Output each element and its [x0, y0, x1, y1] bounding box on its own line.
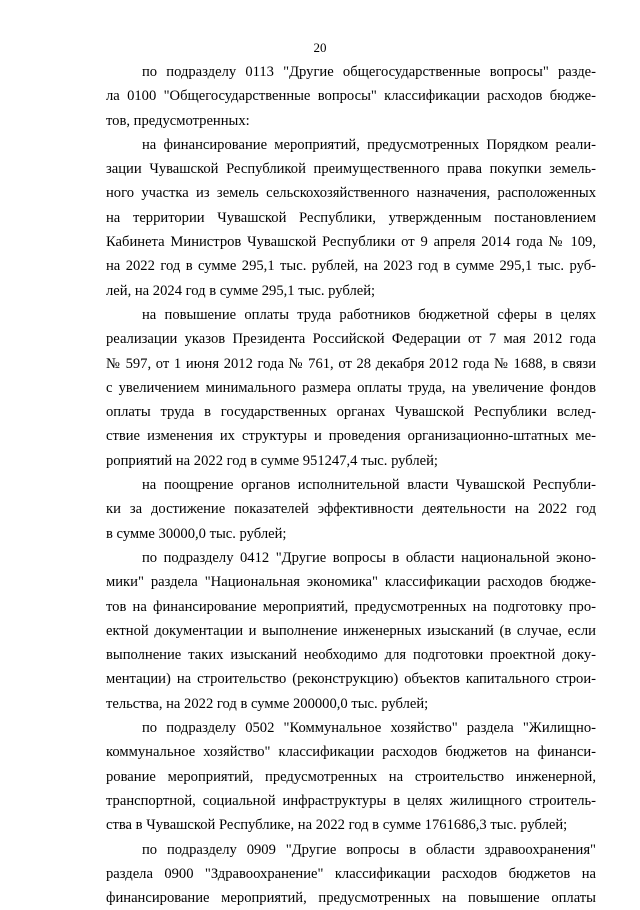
text-line: раздела 0900 "Здравоохранение" классификации расходов бюджетов на — [106, 862, 596, 886]
text-line: на 2022 год в сумме 295,1 тыс. рублей, на 2023 год в сумме 295,1 тыс. руб- — [106, 254, 596, 278]
page-number: 20 — [0, 40, 640, 56]
text-line: в сумме 30000,0 тыс. рублей; — [106, 522, 596, 546]
text-line: зации Чувашской Республикой преимущественного права покупки земель- — [106, 157, 596, 181]
paragraph — [106, 838, 596, 910]
paragraph — [106, 716, 596, 837]
text-line: по подразделу 0502 "Коммунальное хозяйство" раздела "Жилищно- — [106, 716, 596, 740]
text-line: реализации указов Президента Российской Федерации от 7 мая 2012 года — [106, 327, 596, 351]
paragraph — [106, 473, 596, 546]
text-line: ла 0100 "Общегосударственные вопросы" классификации расходов бюдже- — [106, 84, 596, 108]
text-line: транспортной, социальной инфраструктуры в целях жилищного строитель- — [106, 789, 596, 813]
paragraph — [106, 303, 596, 473]
text-line: коммунальное хозяйство" классификации расходов бюджетов на финанси- — [106, 740, 596, 764]
text-line: тельства, на 2022 год в сумме 200000,0 тыс. рублей; — [106, 692, 596, 716]
text-line: по подразделу 0412 "Другие вопросы в области национальной эконо- — [106, 546, 596, 570]
text-line: тов, предусмотренных: — [106, 109, 596, 133]
document-body — [106, 60, 596, 910]
text-line: ментации) на строительство (реконструкцию) объектов капитального строи- — [106, 667, 596, 691]
text-line: № 597, от 1 июня 2012 года № 761, от 28 декабря 2012 года № 1688, в связи — [106, 352, 596, 376]
paragraph — [106, 546, 596, 716]
text-line: по подразделу 0909 "Другие вопросы в области здравоохранения" — [106, 838, 596, 862]
text-line: на повышение оплаты труда работников бюджетной сферы в целях — [106, 303, 596, 327]
text-line: рование мероприятий, предусмотренных на строительство инженерной, — [106, 765, 596, 789]
paragraph — [106, 133, 596, 303]
text-line: Кабинета Министров Чувашской Республики от 9 апреля 2014 года № 109, — [106, 230, 596, 254]
text-line: роприятий на 2022 год в сумме 951247,4 тыс. рублей; — [106, 449, 596, 473]
text-line: мики" раздела "Национальная экономика" классификации расходов бюдже- — [106, 570, 596, 594]
text-line: выполнение таких изысканий необходимо для подготовки проектной доку- — [106, 643, 596, 667]
text-line: тов на финансирование мероприятий, предусмотренных на подготовку про- — [106, 595, 596, 619]
text-line: ектной документации и выполнение инженерных изысканий (в случае, если — [106, 619, 596, 643]
paragraph — [106, 60, 596, 133]
text-line: с увеличением минимального размера оплаты труда, на увеличение фондов — [106, 376, 596, 400]
text-line: ствие изменения их структуры и проведения организационно-штатных ме- — [106, 424, 596, 448]
text-line: на финансирование мероприятий, предусмотренных Порядком реали- — [106, 133, 596, 157]
text-line: ки за достижение показателей эффективности деятельности на 2022 год — [106, 497, 596, 521]
text-line: финансирование мероприятий, предусмотренных на повышение оплаты — [106, 886, 596, 910]
text-line: ного участка из земель сельскохозяйственного назначения, расположенных — [106, 181, 596, 205]
text-line: на территории Чувашской Республики, утвержденным постановлением — [106, 206, 596, 230]
text-line: ства в Чувашской Республике, на 2022 год в сумме 1761686,3 тыс. рублей; — [106, 813, 596, 837]
text-line: на поощрение органов исполнительной власти Чувашской Республи- — [106, 473, 596, 497]
text-line: лей, на 2024 год в сумме 295,1 тыс. рублей; — [106, 279, 596, 303]
text-line: по подразделу 0113 "Другие общегосударственные вопросы" разде- — [106, 60, 596, 84]
text-line: оплаты труда в государственных органах Чувашской Республики вслед- — [106, 400, 596, 424]
